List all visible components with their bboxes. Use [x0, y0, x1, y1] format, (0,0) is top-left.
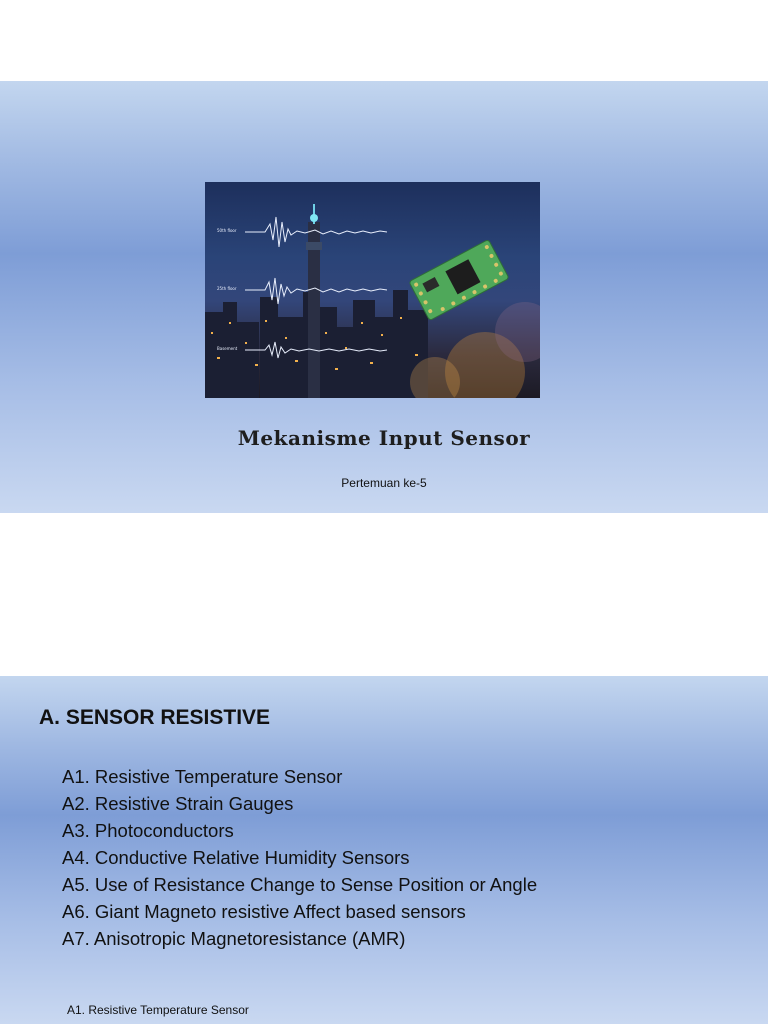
list-item: A3. Photoconductors — [62, 820, 234, 841]
image-art — [205, 182, 540, 398]
slide-title: Mekanisme Input Sensor — [237, 426, 531, 450]
list-item: A2. Resistive Strain Gauges — [62, 793, 294, 814]
sensor-list — [62, 763, 537, 952]
section-heading: A. SENSOR RESISTIVE — [39, 706, 271, 729]
slide-subtitle: Pertemuan ke-5 — [341, 476, 427, 490]
slide-2 — [0, 676, 768, 1024]
wave-label-top: 50th floor — [217, 228, 237, 233]
list-item: A6. Giant Magneto resistive Affect based sensors — [62, 901, 466, 922]
slide-1 — [0, 81, 768, 513]
list-item: A1. Resistive Temperature Sensor — [62, 766, 343, 787]
next-slide-note: A1. Resistive Temperature Sensor — [67, 1003, 249, 1017]
wave-label-middle: 25th floor — [217, 286, 237, 291]
list-item: A7. Anisotropic Magnetoresistance (AMR) — [62, 928, 406, 949]
wave-label-bottom: Basement — [217, 346, 238, 351]
list-item: A4. Conductive Relative Humidity Sensors — [62, 847, 410, 868]
list-item: A5. Use of Resistance Change to Sense Position or Angle — [62, 874, 538, 895]
city-seismic-sensor-image — [205, 182, 540, 398]
